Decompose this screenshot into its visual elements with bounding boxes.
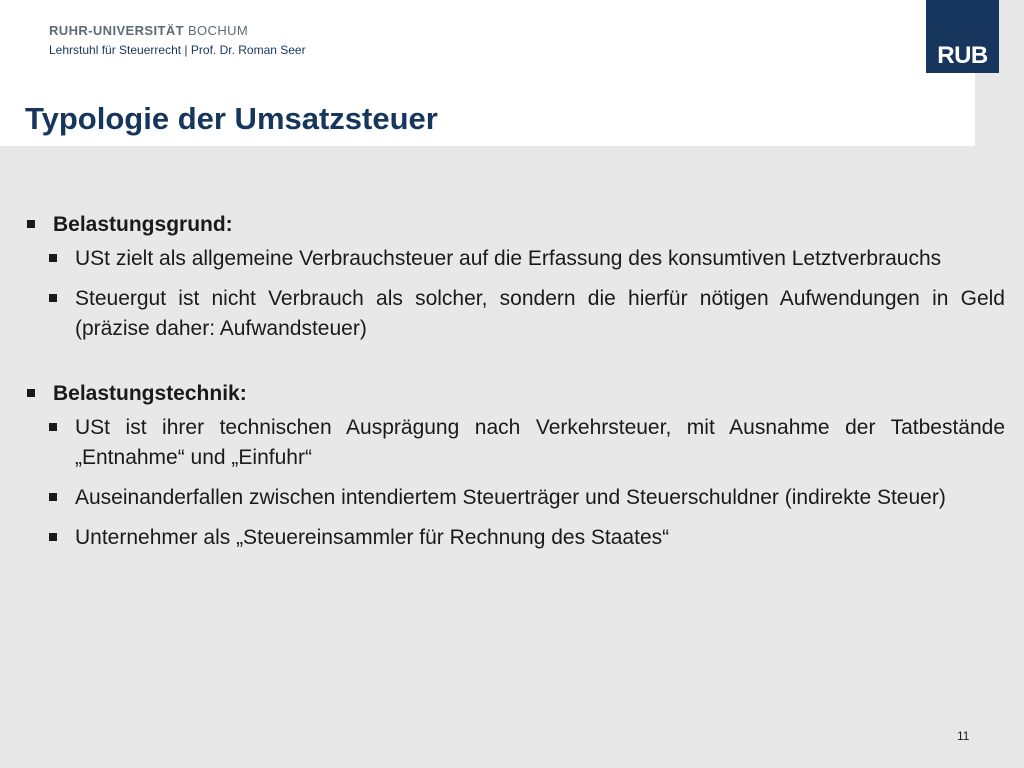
section-spacer xyxy=(27,354,1005,379)
chair-line xyxy=(49,43,306,57)
slide-content xyxy=(27,210,1005,563)
bullet-item: Auseinanderfallen zwischen intendiertem Steuerträger und Steuerschuldner (indirekte Steuer) xyxy=(27,483,1005,513)
chair-name: Lehrstuhl für Steuerrecht xyxy=(49,43,182,57)
slide-title: Typologie der Umsatzsteuer xyxy=(25,101,438,136)
rub-logo: RUB xyxy=(926,0,999,73)
bullet-item: USt ist ihrer technischen Ausprägung nach Verkehrsteuer, mit Ausnahme der Tatbestände „Entnahme“ und „Einfuhr“ xyxy=(27,413,1005,473)
bullet-item: USt zielt als allgemeine Verbrauchsteuer auf die Erfassung des konsumtiven Letztverbrauchs xyxy=(27,244,1005,274)
section-heading-belastungsgrund: Belastungsgrund: xyxy=(27,210,1005,240)
bullet-item: Unternehmer als „Steuereinsammler für Rechnung des Staates“ xyxy=(27,523,1005,553)
page-number: 11 xyxy=(957,729,970,743)
university-name-city: BOCHUM xyxy=(187,23,249,38)
chair-separator: | xyxy=(184,43,188,57)
university-name-bold: RUHR-UNIVERSITÄT xyxy=(49,23,184,38)
professor-name: Prof. Dr. Roman Seer xyxy=(190,43,306,57)
bullet-item: Steuergut ist nicht Verbrauch als solcher, sondern die hierfür nötigen Aufwendungen in Geld (präzise daher: Aufwandsteuer) xyxy=(27,284,1005,344)
university-name xyxy=(49,23,248,38)
section-heading-belastungstechnik: Belastungstechnik: xyxy=(27,379,1005,409)
